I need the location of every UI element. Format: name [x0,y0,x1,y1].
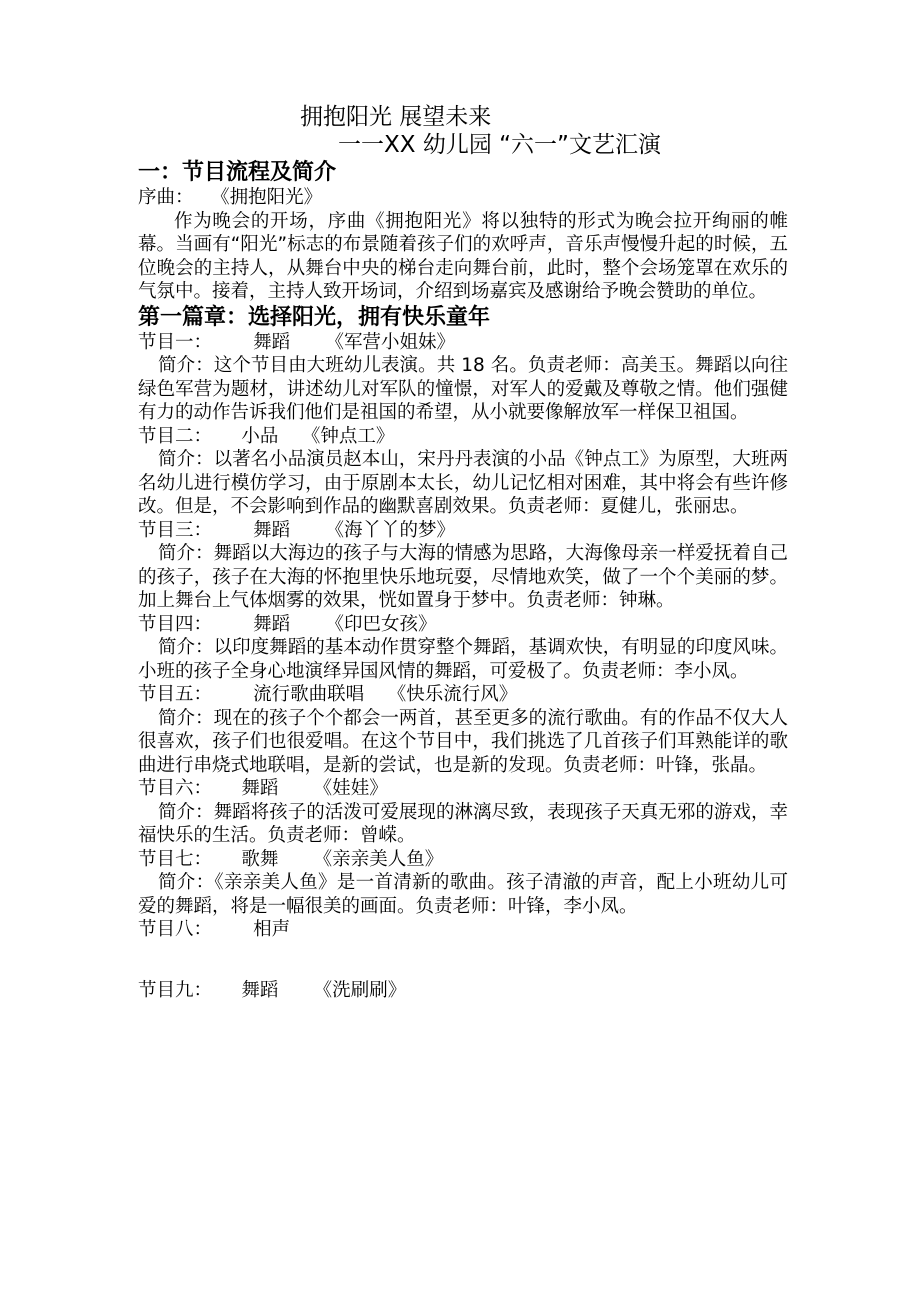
chapter-heading: 第一篇章：选择阳光，拥有快乐童年 [138,304,491,330]
program-intro: 简介：以印度舞蹈的基本动作贯穿整个舞蹈，基调欢快，有明显的印度风味。小班的孩子全身心地演绎异国风情的舞蹈，可爱极了。负责老师：李小凤。 [138,637,788,682]
program-label: 节目五： 流行歌曲联唱 《快乐流行风》 [138,684,518,705]
blank-line [138,942,788,979]
prelude-text: 作为晚会的开场，序曲《拥抱阳光》将以独特的形式为晚会拉开绚丽的帷幕。当画有“阳光”标志的布景随着孩子们的欢呼声，音乐声慢慢升起的时候，五位晚会的主持人，从舞台中央的梯台走向舞台前，此时，整个会场笼罩在欢乐的气氛中。接着，主持人致开场词，介绍到场嘉宾及感谢给予晚会赞助的单位。 [138,210,788,302]
program-intro: 简介：舞蹈以大海边的孩子与大海的情感为思路，大海像母亲一样爱抚着自己的孩子，孩子在大海的怀抱里快乐地玩耍，尽情地欢笑，做了一个个美丽的梦。加上舞台上气体烟雾的效果，恍如置身于梦中。负责老师：钟琳。 [138,543,788,611]
program-label: 节目七： 歌舞 《亲亲美人鱼》 [138,848,444,870]
section-heading: 一：节目流程及简介 [138,160,337,185]
program-label: 节目二： 小品 《钟点工》 [138,425,395,447]
prelude-label: 序曲： 《拥抱阳光》 [138,187,323,208]
document-title: 拥抱阳光 展望未来 [300,104,492,130]
program-label: 节目九： 舞蹈 《洗刷刷》 [138,979,407,1001]
program-intro: 简介：以著名小品演员赵本山，宋丹丹表演的小品《钟点工》为原型，大班两名幼儿进行模仿学习，由于原剧本太长，幼儿记忆相对困难，其中将会有些许修改。但是，不会影响到作品的幽默喜剧效果。负责老师：夏健儿，张丽忠。 [138,449,788,517]
program-intro: 简介：舞蹈将孩子的活泼可爱展现的淋漓尽致，表现孩子天真无邪的游戏，幸福快乐的生活。负责老师：曾嵘。 [138,801,788,846]
program-label: 节目六： 舞蹈 《娃娃》 [138,778,388,799]
program-label: 节目四： 舞蹈 《印巴女孩》 [138,613,437,635]
program-intro: 简介：现在的孩子个个都会一两首，甚至更多的流行歌曲。有的作品不仅大人很喜欢，孩子们也很爱唱。在这个节目中，我们挑选了几首孩子们耳熟能详的歌曲进行串烧式地联唱，是新的尝试，也是新的发现。负责老师：叶锋，张晶。 [138,707,788,776]
program-label: 节目一： 舞蹈 《军营小姐妹》 [138,331,455,353]
program-intro: 简介：《亲亲美人鱼》是一首清新的歌曲。孩子清澈的声音，配上小班幼儿可爱的舞蹈，将是一幅很美的画面。负责老师：叶锋，李小凤。 [138,872,788,917]
document-subtitle: 一一XX 幼儿园 “六一”文艺汇演 [338,132,661,158]
program-intro: 简介：这个节目由大班幼儿表演。共 18 名。负责老师：高美玉。舞蹈以向往绿色军营为题材，讲述幼儿对军队的憧憬，对军人的爱戴及尊敬之情。他们强健有力的动作告诉我们他们是祖国的希望，从小就要像解放军一样保卫祖国。 [138,355,788,423]
document-page [138,103,788,1002]
program-label: 节目八： 相声 [138,919,291,940]
program-label: 节目三： 舞蹈 《海丫丫的梦》 [138,519,455,541]
